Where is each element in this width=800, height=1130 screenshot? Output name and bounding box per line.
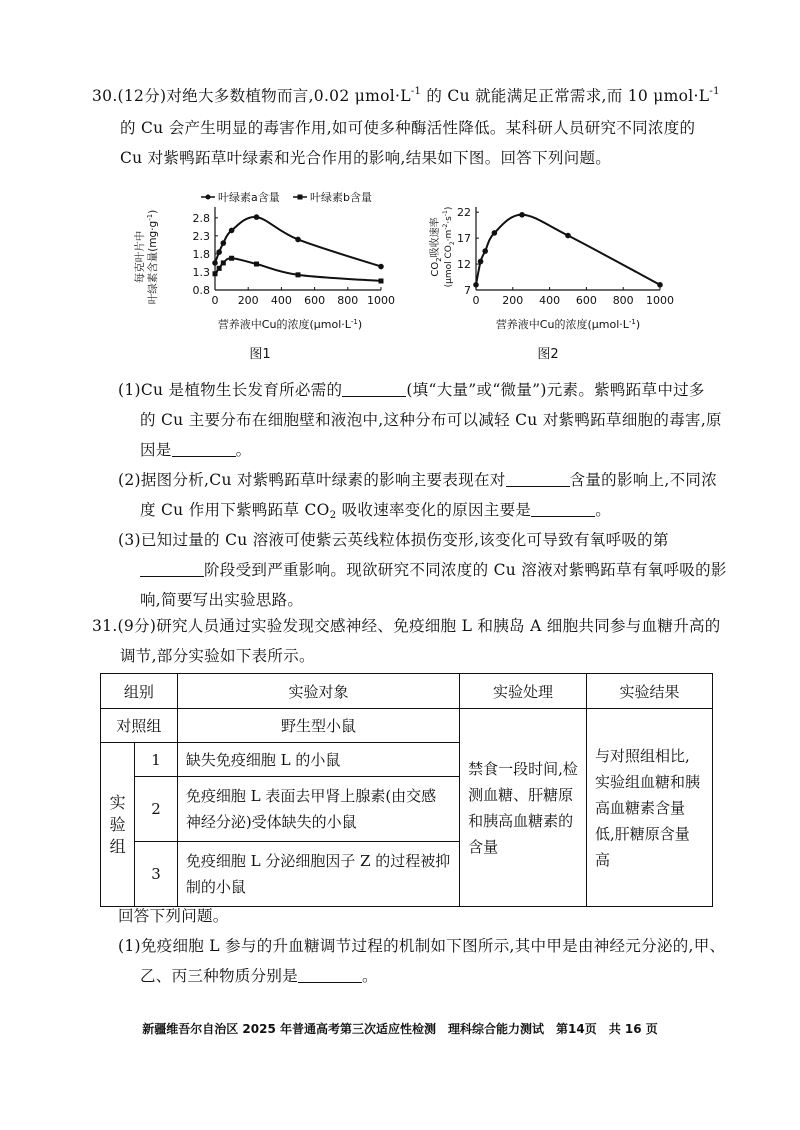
row-number: 1 [135, 743, 178, 777]
fig1-ylabel-2: 叶绿素含量$(mg\cdot g^{-1})$ [146, 209, 159, 305]
q30-line-3: Cu 对紫鸭跖草叶绿素和光合作用的影响,结果如下图。回答下列问题。 [120, 149, 612, 167]
q30-part2-line-2: 度 Cu 作用下紫鸭跖草 $CO_2$ 吸收速率变化的原因主要是 。 [140, 501, 612, 521]
table-header-row [101, 674, 713, 709]
x-tick-label: 0 [211, 294, 219, 307]
fig2-ylabel-2: (μmol $CO_2\cdot m^{-2}\cdot s^{-1}$) [442, 206, 456, 288]
x-tick-label: 800 [337, 294, 359, 307]
y-tick-label: 12 [457, 258, 471, 272]
data-point [657, 282, 663, 288]
data-point [221, 240, 227, 246]
table-row-control [101, 709, 713, 743]
x-tick-label: 1000 [646, 294, 674, 307]
y-tick-label: 7 [464, 284, 471, 297]
y-tick-label: 2.8 [192, 211, 210, 225]
data-point [213, 271, 218, 276]
y-tick-label: 22 [457, 206, 471, 220]
data-point [229, 256, 234, 261]
answer-blank [506, 472, 570, 487]
q30-part3-line-3: 响,简要写出实验思路。 [140, 591, 304, 609]
q30-part3-line-1: (3)已知过量的 Cu 溶液可使紫云英线粒体损伤变形,该变化可导致有氧呼吸的第 [118, 531, 669, 549]
x-tick-label: 800 [612, 294, 634, 307]
experiment-group-label: 实验组 [101, 743, 135, 907]
x-tick-label: 400 [539, 294, 561, 307]
data-point [254, 214, 260, 220]
x-tick-label: 200 [237, 294, 259, 307]
answer-blank [298, 968, 362, 983]
row-number: 3 [135, 842, 178, 907]
data-point [295, 237, 301, 243]
y-tick-label: 0.8 [192, 284, 210, 297]
data-point [217, 266, 222, 271]
answer-blank [140, 562, 204, 577]
data-point [229, 228, 235, 234]
row-subject: 免疫细胞 L 分泌细胞因子 Z 的过程被抑制的小鼠 [177, 842, 459, 907]
control-subject: 野生型小鼠 [177, 709, 459, 743]
page-footer: 新疆维吾尔自治区 2025 年普通高考第三次适应性检测 理科综合能力测试 第14页 共 16 页 [142, 1022, 658, 1036]
experiment-result: 与对照组相比,实验组血糖和胰高血糖素含量低,肝糖原含量高 [587, 709, 713, 907]
data-point [565, 233, 571, 239]
experiment-table [100, 673, 713, 907]
legend-label-a: 叶绿素a含量 [218, 191, 280, 204]
control-group-label: 对照组 [101, 709, 178, 743]
legend-marker-b [298, 195, 303, 200]
q31-line-1: 31.(9分)研究人员通过实验发现交感神经、免疫细胞 L 和胰岛 A 细胞共同参与血糖升高的 [92, 617, 721, 635]
data-point [254, 262, 259, 267]
row-subject: 缺失免疫细胞 L 的小鼠 [177, 743, 459, 777]
q30-part2-line-1: (2)据图分析,Cu 对紫鸭跖草叶绿素的影响主要表现在对 含量的影响上,不同浓 [118, 471, 717, 489]
experiment-treatment: 禁食一段时间,检测血糖、肝糖原和胰高血糖素的含量 [460, 709, 587, 907]
figure-1-chart [125, 185, 415, 370]
y-tick-label: 1.3 [192, 265, 210, 279]
fig1-caption: 图1 [249, 347, 271, 362]
data-point [296, 272, 301, 277]
fig1-ylabel-1: 每克叶片中 [134, 230, 146, 284]
data-point [378, 264, 384, 270]
series-line-1 [215, 258, 381, 281]
x-tick-label: 400 [270, 294, 292, 307]
legend-marker-a [206, 195, 211, 200]
table-header: 实验处理 [460, 674, 587, 709]
x-tick-label: 600 [575, 294, 597, 307]
q30-part1-line-1: (1)Cu 是植物生长发育所必需的 (填“大量”或“微量”)元素。紫鸭跖草中过多 [118, 381, 705, 399]
table-header: 实验结果 [587, 674, 713, 709]
data-point [216, 249, 222, 255]
fig1-xlabel: 营养液中Cu的浓度$(\mu mol\cdot L^{-1})$ [217, 318, 363, 331]
table-header: 组别 [101, 674, 178, 709]
data-point [478, 259, 484, 265]
data-point [492, 230, 498, 236]
q31-line-2: 调节,部分实验如下表所示。 [120, 647, 315, 665]
q30-line-2: 的 Cu 会产生明显的毒害作用,如可使多种酶活性降低。某科研人员研究不同浓度的 [120, 119, 696, 137]
q30-part3-line-2: 阶段受到严重影响。现欲研究不同浓度的 Cu 溶液对紫鸭跖草有氧呼吸的影 [140, 558, 727, 580]
q30-part1-line-3: 因是 。 [140, 441, 252, 459]
x-tick-label: 1000 [367, 294, 395, 307]
fig2-caption: 图2 [537, 347, 559, 362]
data-point [379, 278, 384, 283]
figure-2-chart [420, 185, 690, 370]
y-tick-label: 2.3 [192, 229, 210, 243]
table-header: 实验对象 [177, 674, 459, 709]
q31-part1-line-1: (1)免疫细胞 L 参与的升血糖调节过程的机制如下图所示,其中甲是由神经元分泌的,甲、 [118, 937, 726, 955]
q30-part1-line-2: 的 Cu 主要分布在细胞壁和液泡中,这种分布可以减轻 Cu 对紫鸭跖草细胞的毒害,原 [140, 411, 722, 429]
y-tick-label: 17 [457, 232, 471, 246]
answer-blank [531, 502, 595, 517]
series-line-0 [476, 215, 660, 285]
data-point [212, 260, 218, 266]
row-number: 2 [135, 777, 178, 842]
q31-after-table: 回答下列问题。 [118, 907, 229, 925]
data-point [221, 260, 226, 265]
x-tick-label: 0 [472, 294, 480, 307]
data-point [482, 248, 488, 254]
legend-label-b: 叶绿素b含量 [310, 191, 372, 204]
q30-line-1: 30.(12分)对绝大多数植物而言,0.02 $\mu mol\cdot L^{-1}$ 的 Cu 就能满足正常需求,而 10 $\mu mol\cdot L^{-1}$ [92, 86, 720, 105]
row-subject: 免疫细胞 L 表面去甲肾上腺素(由交感神经分泌)受体缺失的小鼠 [177, 777, 459, 842]
x-tick-label: 600 [304, 294, 326, 307]
y-tick-label: 1.8 [192, 247, 210, 261]
fig2-xlabel: 营养液中Cu的浓度$(\mu mol\cdot L^{-1})$ [495, 318, 641, 331]
x-tick-label: 200 [502, 294, 524, 307]
data-point [473, 282, 479, 288]
answer-blank [172, 442, 236, 457]
q31-part1-line-2: 乙、丙三种物质分别是 。 [140, 967, 378, 985]
fig2-ylabel-1: $CO_2$吸收速率 [430, 217, 443, 277]
answer-blank [342, 382, 406, 397]
data-point [519, 212, 525, 218]
